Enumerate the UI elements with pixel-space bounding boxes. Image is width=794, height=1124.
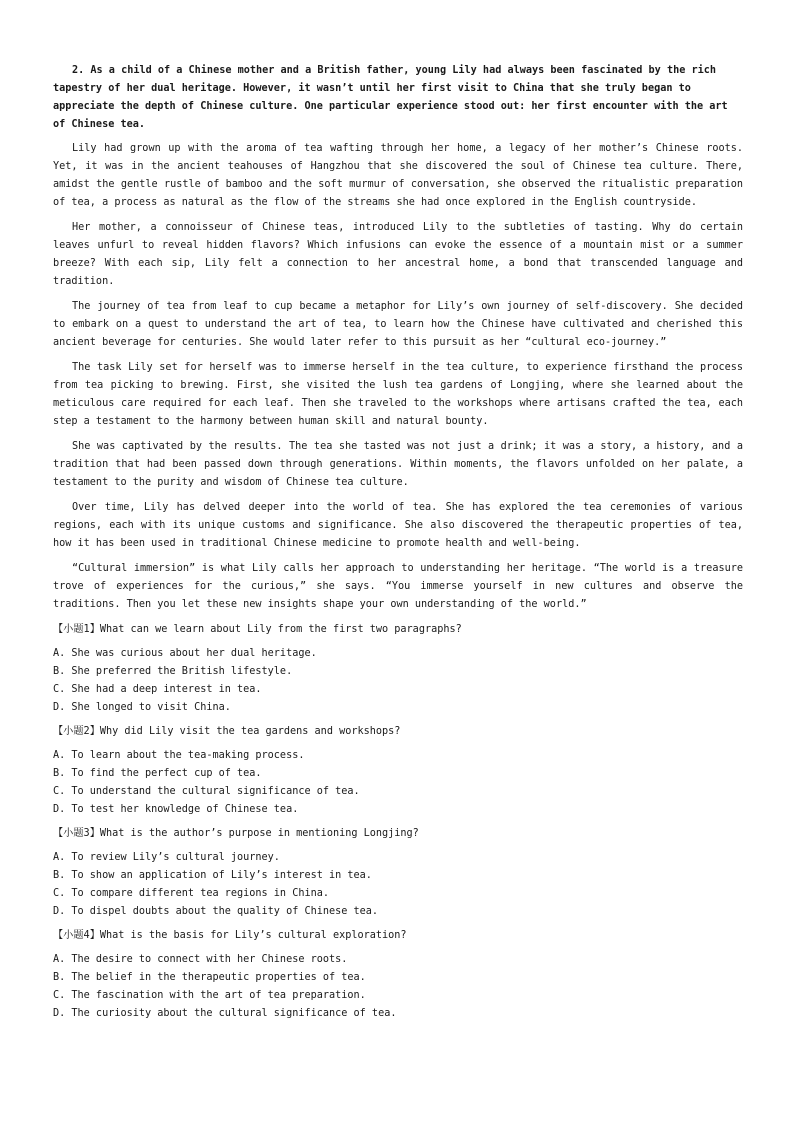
passage-body bbox=[53, 140, 743, 614]
document-page bbox=[53, 62, 743, 1028]
passage-paragraph-1: Lily had grown up with the aroma of tea wafting through her home, a legacy of her mother’s Chinese roots. Yet, it was in the ancient teahouses of Hangzhou that she discovered the soul of Chinese tea culture. There, amidst the gentle rustle of bamboo and the soft murmur of conversation, she observed the ritualistic preparation of tea, a process as natural as the flow of the streams she had once explored in the English countryside. bbox=[53, 143, 743, 208]
passage-paragraph-5: She was captivated by the results. The tea she tasted was not just a drink; it was a story, a history, and a tradition that had been passed down through generations. Within moments, the flavors unfolded on her palate, a testament to the purity and wisdom of Chinese tea culture. bbox=[53, 441, 743, 488]
option-list bbox=[53, 645, 743, 717]
option-list bbox=[53, 849, 743, 921]
question-stem: 【小题1】What can we learn about Lily from the first two paragraphs? bbox=[53, 624, 462, 635]
option-b: B. To find the perfect cup of tea. bbox=[53, 768, 262, 779]
question-stem: 【小题4】What is the basis for Lily’s cultural exploration? bbox=[53, 930, 407, 941]
option-list bbox=[53, 951, 743, 1023]
passage-paragraph-2: Her mother, a connoisseur of Chinese teas, introduced Lily to the subtleties of tasting. Why do certain leaves unfurl to reveal hidden flavors? Which infusions can evoke the essence of a mountain mist or a summer breeze? With each sip, Lily felt a connection to her ancestral home, a bond that transcended language and tradition. bbox=[53, 222, 743, 287]
option-a: A. She was curious about her dual heritage. bbox=[53, 648, 317, 659]
question-2 bbox=[53, 723, 743, 819]
passage-paragraph-3: The journey of tea from leaf to cup became a metaphor for Lily’s own journey of self-discovery. She decided to embark on a quest to understand the art of tea, to learn how the Chinese have cultivated and cherished this ancient beverage for centuries. She would later refer to this pursuit as her “cultural eco-journey.” bbox=[53, 301, 743, 348]
option-b: B. To show an application of Lily’s interest in tea. bbox=[53, 870, 372, 881]
question-stem: 【小题3】What is the author’s purpose in mentioning Longjing? bbox=[53, 828, 419, 839]
option-d: D. To dispel doubts about the quality of Chinese tea. bbox=[53, 906, 379, 917]
option-a: A. To learn about the tea-making process. bbox=[53, 750, 305, 761]
passage-paragraph-4: The task Lily set for herself was to immerse herself in the tea culture, to experience firsthand the process from tea picking to brewing. First, she visited the lush tea gardens of Longjing, where she learned about the meticulous care required for each leaf. Then she traveled to the workshops where artisans crafted the tea, each step a testament to the harmony between human skill and natural bounty. bbox=[53, 362, 743, 427]
option-c: C. To understand the cultural significance of tea. bbox=[53, 786, 360, 797]
question-1 bbox=[53, 621, 743, 717]
option-c: C. To compare different tea regions in China. bbox=[53, 888, 330, 899]
option-d: D. The curiosity about the cultural significance of tea. bbox=[53, 1008, 397, 1019]
option-d: D. She longed to visit China. bbox=[53, 702, 231, 713]
question-4 bbox=[53, 927, 743, 1023]
option-d: D. To test her knowledge of Chinese tea. bbox=[53, 804, 299, 815]
question-stem: 【小题2】Why did Lily visit the tea gardens and workshops? bbox=[53, 726, 401, 737]
option-b: B. The belief in the therapeutic properties of tea. bbox=[53, 972, 366, 983]
question-3 bbox=[53, 825, 743, 921]
option-a: A. The desire to connect with her Chinese roots. bbox=[53, 954, 348, 965]
option-c: C. She had a deep interest in tea. bbox=[53, 684, 262, 695]
option-c: C. The fascination with the art of tea preparation. bbox=[53, 990, 366, 1001]
passage-paragraph-7: “Cultural immersion” is what Lily calls her approach to understanding her heritage. “The world is a treasure trove of experiences for the curious,” she says. “You immerse yourself in new cultures and observe the traditions. Then you let these new insights shape your own understanding of the world.” bbox=[53, 563, 743, 610]
option-list bbox=[53, 747, 743, 819]
passage-paragraph-6: Over time, Lily has delved deeper into the world of tea. She has explored the tea ceremonies of various regions, each with its unique customs and significance. She also discovered the therapeutic properties of tea, how it has been used in traditional Chinese medicine to promote health and well-being. bbox=[53, 502, 743, 549]
option-a: A. To review Lily’s cultural journey. bbox=[53, 852, 280, 863]
passage-intro: 2. As a child of a Chinese mother and a British father, young Lily had always been fascinated by the rich tapestry of her dual heritage. However, it wasn’t until her first visit to China that she truly began to appreciate the depth of Chinese culture. One particular experience stood out: her first encounter with the art of Chinese tea. bbox=[53, 65, 728, 130]
option-b: B. She preferred the British lifestyle. bbox=[53, 666, 293, 677]
